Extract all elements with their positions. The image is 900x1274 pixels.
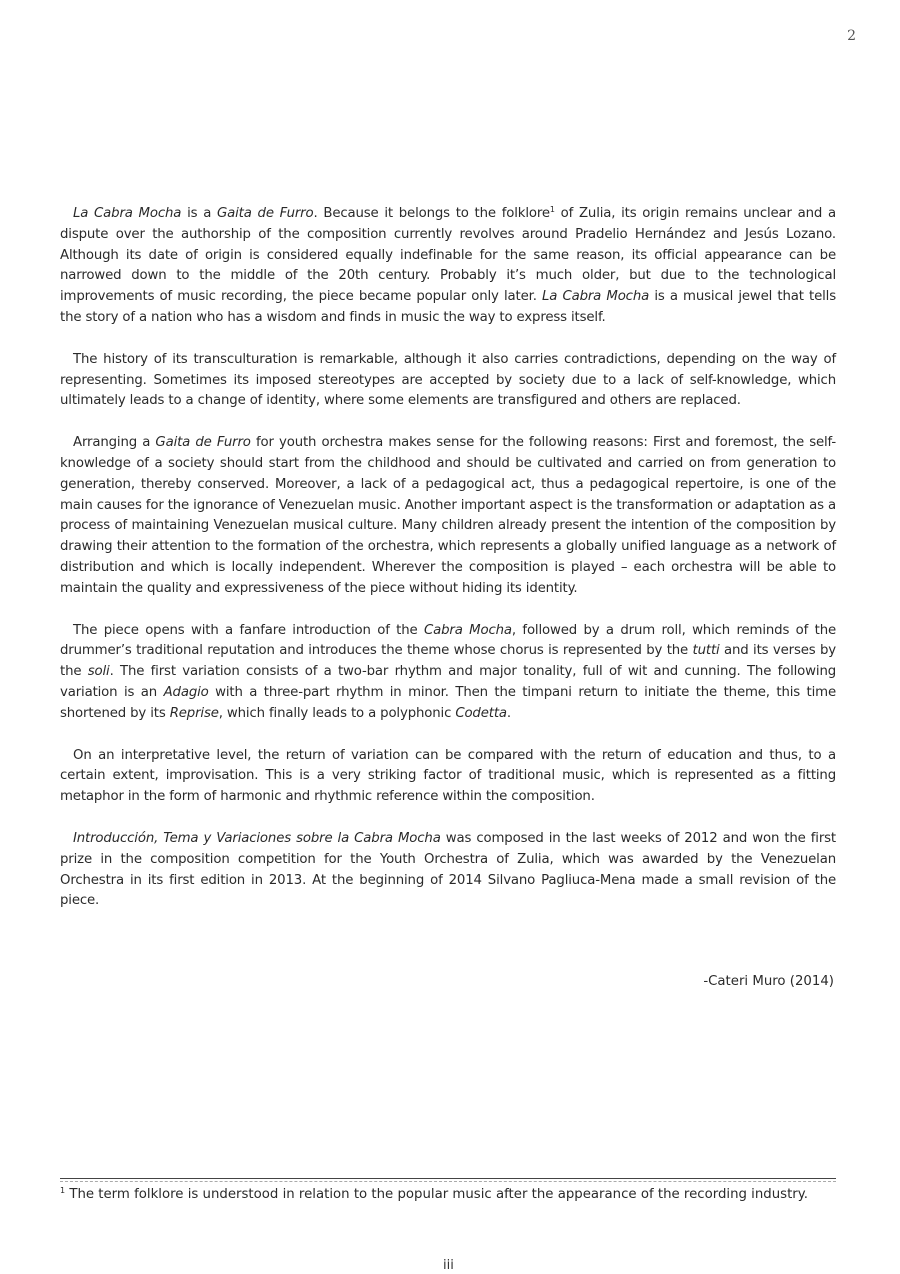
text-run: . Because it belongs to the folklore xyxy=(313,206,550,221)
italic-text: Gaita de Furro xyxy=(155,435,251,451)
text-run: for youth orchestra makes sense for the following reasons: First and foremost, the self-knowledge of a society should start from the childhood and should be cultivated and carried on from generation to generation, thereby conserved. Moreover, a lack of a pedagogical act, thus a pedagogical repertoire, is one of the main causes for the ignorance of Venezuelan music. Another important aspect is the transformation or adaptation as a process of maintaining Venezuelan musical culture. Many children already present the intention of the composition by drawing their attention to the formation of the orchestra, which represents a globally unified language as a network of distribution and which is locally independent. Wherever the composition is played – each orchestra will be able to maintain the quality and expressiveness of the piece without hiding its identity. xyxy=(60,435,836,596)
footnote-divider xyxy=(60,1178,836,1179)
italic-text: Codetta xyxy=(455,705,507,721)
footnote-ref: 1 xyxy=(549,205,555,214)
paragraph xyxy=(60,204,836,329)
text-run: . xyxy=(506,705,511,721)
italic-text: Adagio xyxy=(163,684,209,700)
footnote xyxy=(60,1184,836,1205)
text-run: The history of its transculturation is remarkable, although it also carries contradictions, depending on the way of representing. Sometimes its imposed stereotypes are accepted by society due to a lack of self-knowledge, which ultimately leads to a change of identity, where some elements are transfigured and others are replaced. xyxy=(60,351,836,409)
paragraph xyxy=(60,350,836,412)
footnote-marker: 1 xyxy=(60,1186,66,1195)
text-run: and its verses by the xyxy=(60,643,836,680)
text-run: Arranging a xyxy=(73,435,156,451)
italic-text: La Cabra Mocha xyxy=(73,206,182,221)
text-run: On an interpretative level, the return of variation can be compared with the return of education and thus, to a certain extent, improvisation. This is a very striking factor of traditional music, which is represented as a fitting metaphor in the form of harmonic and rhythmic reference within the composition. xyxy=(60,747,836,805)
text-run: . The first variation consists of a two-bar rhythm and major tonality, full of wit and cunning. The following variation is an xyxy=(60,664,837,700)
italic-text: Introducción, Tema y Variaciones sobre la Cabra Mocha xyxy=(73,830,441,846)
text-run: , which finally leads to a polyphonic xyxy=(218,705,456,721)
paragraph xyxy=(60,621,836,725)
italic-text: soli xyxy=(87,664,110,680)
author-signature: -Cateri Muro (2014) xyxy=(703,974,834,989)
text-run: is a musical jewel that tells the story of a nation who has a wisdom and finds in music the way to express itself. xyxy=(60,289,836,325)
italic-text: Reprise xyxy=(169,705,219,721)
text-run: , followed by a drum roll, which reminds of the drummer’s traditional reputation and introduces the theme whose chorus is represented by the xyxy=(60,622,836,659)
footnote-text: The term folklore is understood in relation to the popular music after the appearance of the recording industry. xyxy=(65,1187,808,1202)
italic-text: Cabra Mocha xyxy=(423,622,512,638)
paragraph xyxy=(60,829,836,912)
text-run: is a xyxy=(181,206,217,221)
italic-text: Gaita de Furro xyxy=(216,206,314,221)
italic-text: tutti xyxy=(692,643,720,659)
text-run: The piece opens with a fanfare introduction of the xyxy=(73,622,424,638)
paragraph xyxy=(60,746,836,808)
text-run: of Zulia, its origin remains unclear and a dispute over the authorship of the composition currently revolves around Pradelio Hernández and Jesús Lozano. Although its date of origin is considered equally indefinable for the same reason, its official appearance can be narrowed down to the middle of the 20th century. Probably it’s much older, but due to the technological improvements of music recording, the piece became popular only later. xyxy=(60,206,836,305)
text-run: with a three-part rhythm in minor. Then the timpani return to initiate the theme, this time shortened by its xyxy=(60,684,836,721)
page-number: 2 xyxy=(847,28,856,44)
paragraph xyxy=(60,433,836,599)
body-text xyxy=(60,204,836,933)
text-run: was composed in the last weeks of 2012 and won the first prize in the composition competition for the Youth Orchestra of Zulia, which was awarded by the Venezuelan Orchestra in its first edition in 2013. At the beginning of 2014 Silvano Pagliuca-Mena made a small revision of the piece. xyxy=(60,830,836,909)
italic-text: La Cabra Mocha xyxy=(541,289,650,305)
footer-page-number: iii xyxy=(443,1258,454,1273)
